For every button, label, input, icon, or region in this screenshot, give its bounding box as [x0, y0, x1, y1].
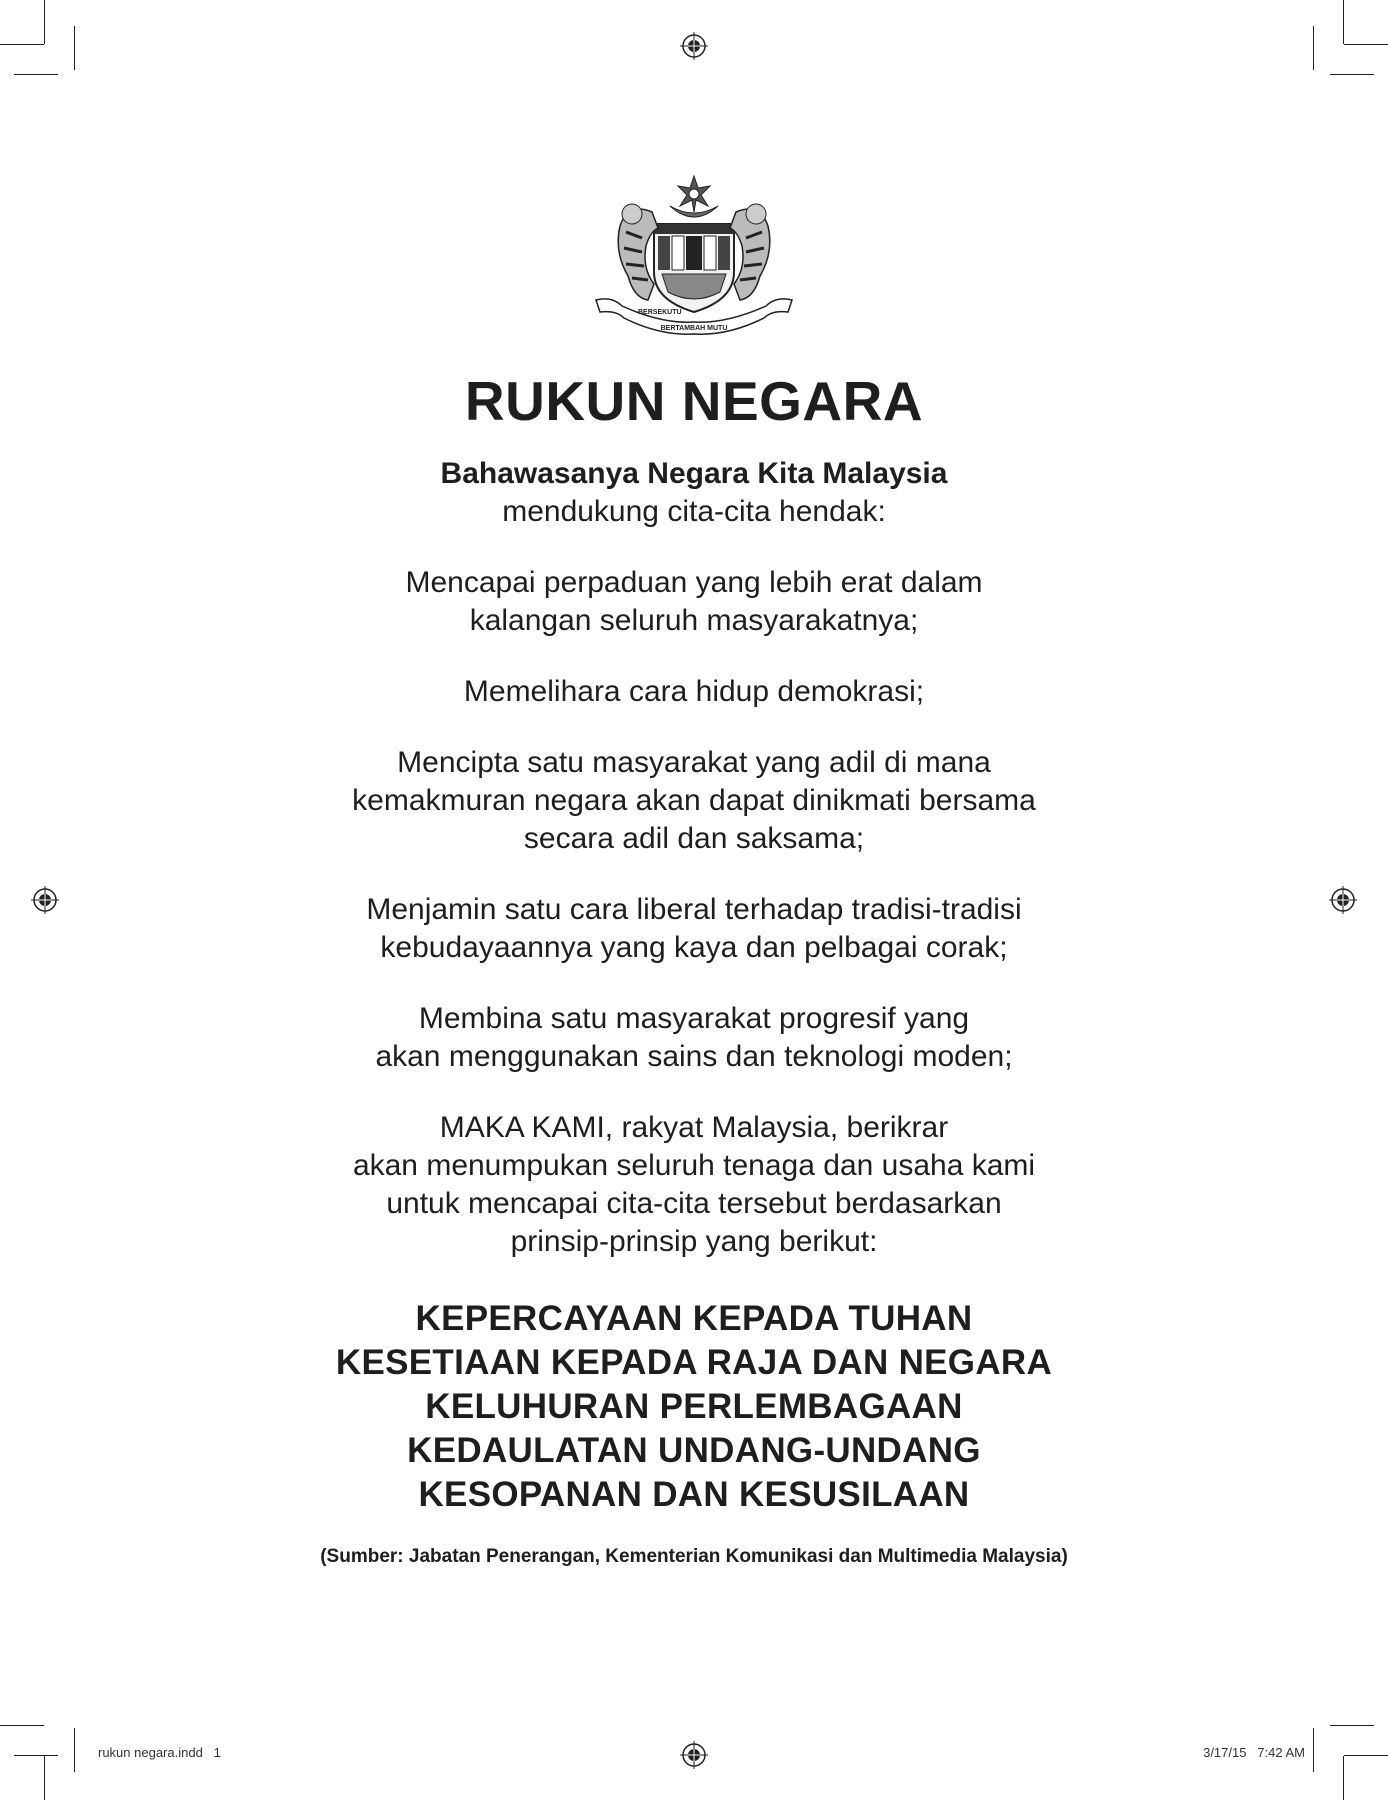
stanza-line: secara adil dan saksama; [523, 822, 865, 856]
intro-heading: Bahawasanya Negara Kita Malaysia [440, 457, 948, 491]
crop-mark [74, 26, 75, 70]
stanza-line: MAKA KAMI, rakyat Malaysia, berikrar [439, 1111, 949, 1145]
stanza-line: Menjamin satu cara liberal terhadap tradisi-tradisi [366, 893, 1022, 927]
stanza [194, 673, 1194, 711]
crop-mark [1330, 1725, 1374, 1726]
registration-mark-icon [679, 31, 709, 61]
print-slug-file: rukun negara.indd 1 [98, 1745, 221, 1760]
stanza [194, 564, 1194, 640]
principle-item: KEPERCAYAAN KEPADA TUHAN [415, 1299, 973, 1339]
crop-mark [1313, 1728, 1314, 1772]
stanza [194, 1000, 1194, 1076]
registration-mark-icon [30, 885, 60, 915]
crop-mark [74, 1728, 75, 1772]
stanza-line: akan menumpukan seluruh tenaga dan usaha kami [352, 1149, 1036, 1183]
principle-item: KESETIAAN KEPADA RAJA DAN NEGARA [335, 1343, 1053, 1383]
stanza [194, 744, 1194, 858]
registration-mark-icon [1328, 885, 1358, 915]
crop-mark [1344, 1755, 1388, 1756]
stanza-line: Membina satu masyarakat progresif yang [418, 1002, 970, 1036]
document-title: RUKUN NEGARA [464, 370, 924, 432]
principle-item: KEDAULATAN UNDANG-UNDANG [407, 1431, 981, 1471]
stanza-line: akan menggunakan sains dan teknologi moden; [375, 1040, 1013, 1074]
stanza-line: untuk mencapai cita-cita tersebut berdasarkan [386, 1187, 1002, 1221]
stanza [194, 891, 1194, 967]
stanza-line: Mencipta satu masyarakat yang adil di mana [397, 746, 991, 780]
principles-list [194, 1297, 1194, 1517]
stanza-line: kalangan seluruh masyarakatnya; [469, 604, 919, 638]
print-slug-datetime: 3/17/15 7:42 AM [1203, 1745, 1305, 1760]
registration-mark-icon [679, 1740, 709, 1770]
crop-mark [1343, 1756, 1344, 1800]
stanza [194, 1109, 1194, 1261]
emblem-motto-bottom: BERTAMBAH MUTU [660, 325, 728, 332]
crop-mark [44, 1756, 45, 1800]
stanza-line: kebudayaannya yang kaya dan pelbagai corak; [380, 931, 1008, 965]
stanza-line: prinsip-prinsip yang berikut: [510, 1225, 878, 1259]
crop-mark [1330, 74, 1374, 75]
document-body [194, 370, 1194, 1569]
crop-mark [14, 1755, 58, 1756]
principle-item: KESOPANAN DAN KESUSILAAN [418, 1475, 970, 1515]
crop-mark [0, 44, 44, 45]
crop-mark [14, 74, 58, 75]
coat-of-arms-icon [592, 172, 796, 338]
principle-item: KELUHURAN PERLEMBAGAAN [425, 1387, 963, 1427]
stanza-line: Memelihara cara hidup demokrasi; [463, 675, 925, 709]
crop-mark [1343, 0, 1344, 44]
stanza-line: kemakmuran negara akan dapat dinikmati bersama [352, 784, 1036, 818]
crop-mark [1313, 26, 1314, 70]
crop-mark [1344, 44, 1388, 45]
stanza-line: Mencapai perpaduan yang lebih erat dalam [405, 566, 983, 600]
crop-mark [0, 1725, 44, 1726]
crop-mark [44, 0, 45, 44]
source-citation: (Sumber: Jabatan Penerangan, Kementerian Komunikasi dan Multimedia Malaysia) [320, 1546, 1068, 1568]
intro-text: mendukung cita-cita hendak: [502, 495, 886, 529]
emblem-motto-top: BERSEKUTU [638, 309, 682, 316]
stanza-list [194, 564, 1194, 1261]
